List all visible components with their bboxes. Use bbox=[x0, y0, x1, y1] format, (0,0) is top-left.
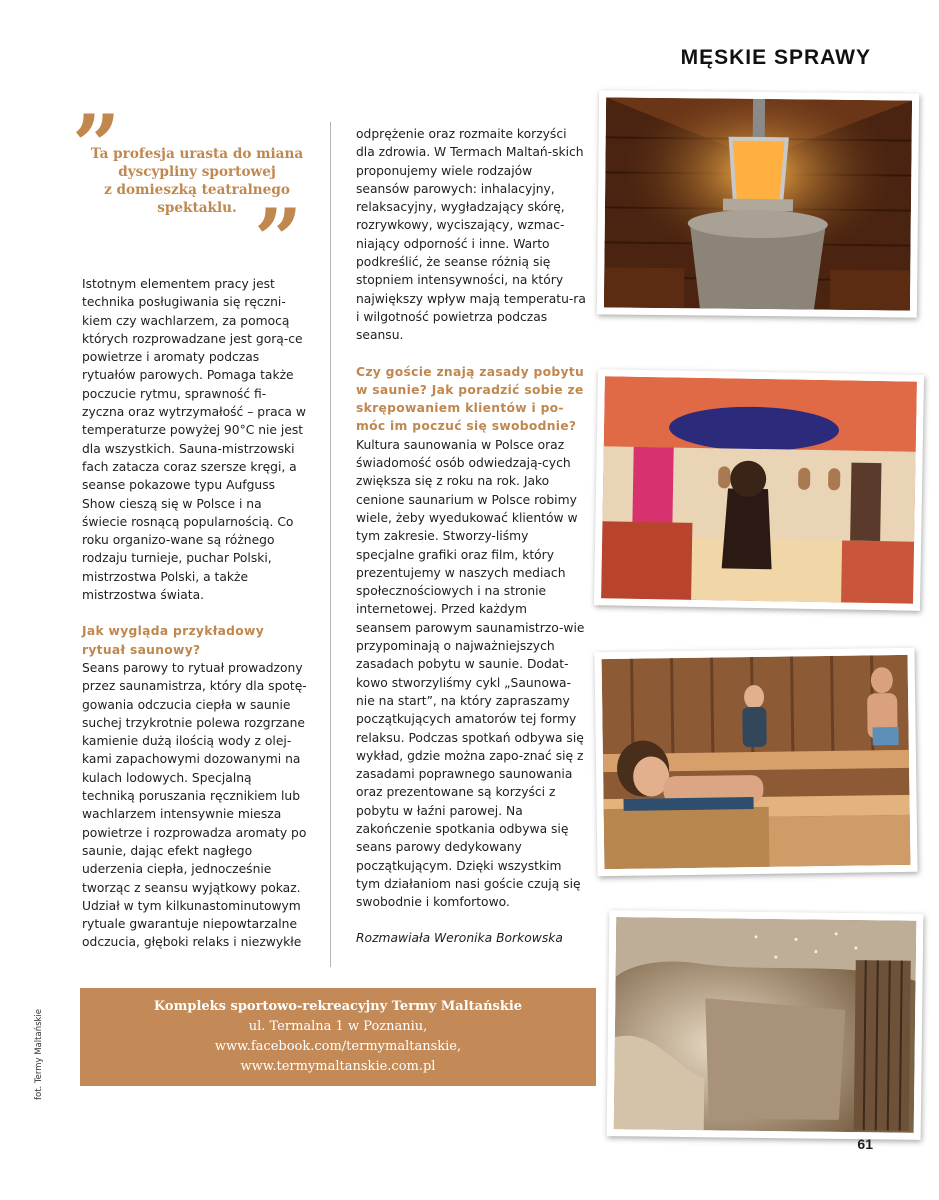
close-quote-mark: ” bbox=[254, 190, 303, 289]
left-paragraph-2: Seans parowy to rytuał prowadzony przez saunamistrza, który dla spotę-gowania odczucia ciepła w saunie suchej trzykrotnie polewa rozgrzane kamienie dużą ilością wody z olej-kami zapachowymi dozowanymi na kulach lodowych. Specjalną techniką poruszania ręcznikiem lub wachlarzem intensywnie miesza powietrze i rozprowadza aromaty po saunie, dając efekt nagłego uderzenia ciepła, jednocześnie tworząc z seansu wyjątkowy pokaz. Udział w tym kilkunastominutowym rytuale gwarantuje niepowtarzalne odczucia, głęboki relaks i niezwykłe bbox=[82, 660, 307, 950]
page-number: 61 bbox=[857, 1136, 873, 1152]
info-box-facebook-link[interactable]: www.facebook.com/termymaltanskie, bbox=[214, 1039, 462, 1054]
pull-quote-line: z domieszką teatralnego bbox=[104, 182, 290, 198]
info-box bbox=[80, 988, 596, 1086]
left-paragraph-1: Istotnym elementem pracy jest technika posługiwania się ręczni-kiem czy wachlarzem, za pomocą których rozprowadzane jest gorą-ce powietrze i aromaty podczas rytuałów parowych. Pomaga także poczucie rytmu, sprawność fi-zyczna oraz wytrzymałość – praca w temperaturze powyżej 90°C nie jest dla wszystkich. Sauna-mistrzowski fach zatacza coraz szersze kręgi, a seanse pokazowe typu Aufguss Show cieszą się w Polsce i na świecie rosnącą popularnością. Co roku organizo-wane są różnego rodzaju turnieje, puchar Polski, mistrzostwa Polski, a także mistrzostwa świata. bbox=[82, 277, 306, 603]
left-heading: Jak wygląda przykładowy rytuał saunowy? bbox=[82, 624, 265, 657]
info-box-address: ul. Termalna 1 w Poznaniu, bbox=[248, 1019, 428, 1034]
pull-quote-line: Ta profesja urasta do miana bbox=[90, 146, 304, 162]
pull-quote-line: dyscypliny sportowej bbox=[118, 164, 276, 180]
photo-sauna-stove bbox=[597, 90, 919, 317]
photo-salt-grotto bbox=[607, 910, 924, 1140]
middle-paragraph-1: odprężenie oraz rozmaite korzyści dla zdrowia. W Termach Maltań-skich proponujemy wiele rodzajów seansów parowych: inhalacyjny, relaksacyjny, wygładzający skórę, rozrywkowy, wyciszający, wzmac-niający odporność i inne. Warto podkreślić, że seanse różnią się stopniem intensywności, na który największy wpływ mają temperatu-ra i wilgotność powietrza podczas seansu. bbox=[356, 127, 586, 343]
open-quote-mark: ” bbox=[72, 96, 121, 195]
middle-column bbox=[356, 125, 586, 948]
middle-heading: Czy goście znają zasady pobytu w saunie? Jak poradzić sobie ze skrępowaniem klientów i po-móc im poczuć się swobodnie? bbox=[356, 364, 585, 434]
middle-paragraph-2: Kultura saunowania w Polsce oraz świadomość osób odwiedzają-cych zwiększa się z roku na rok. Jako cenione saunarium w Polsce robimy wiele, żeby wyedukować klientów w tym zakresie. Stworzy-liśmy specjalne grafiki oraz film, który prezentujemy w naszych mediach społecznościowych i na stronie internetowej. Przed każdym seansem parowym saunamistrzo-wie przypominają o najważniejszych zasadach pobytu w saunie. Dodat-kowo stworzyliśmy cykl „Saunowa-nie na start”, na który zapraszamy początkujących amatorów tej formy relaksu. Podczas spotkań odbywa się wykład, gdzie można zapo-znać się z zasadami poprawnego saunowania oraz prezentowane są korzyści z pobytu w łaźni parowej. Na zakończenie spotkania odbywa się seans parowy dedykowany początkującym. Dzięki wszystkim tym działaniom nasi goście czują się swobodnie i komfortowo. bbox=[356, 437, 585, 910]
photo-sauna-room bbox=[594, 369, 924, 611]
column-divider bbox=[330, 122, 331, 967]
photo-sauna-guests bbox=[594, 648, 917, 876]
info-box-website-link[interactable]: www.termymaltanskie.com.pl bbox=[240, 1059, 436, 1074]
photo-credit: fot. Termy Maltańskie bbox=[34, 1008, 44, 1100]
left-column bbox=[82, 275, 308, 952]
byline: Rozmawiała Weronika Borkowska bbox=[356, 931, 563, 946]
pull-quote-line: spektaklu. bbox=[157, 200, 237, 216]
section-title: MĘSKIE SPRAWY bbox=[680, 46, 871, 69]
info-box-title: Kompleks sportowo-rekreacyjny Termy Maltańskie bbox=[153, 999, 523, 1014]
